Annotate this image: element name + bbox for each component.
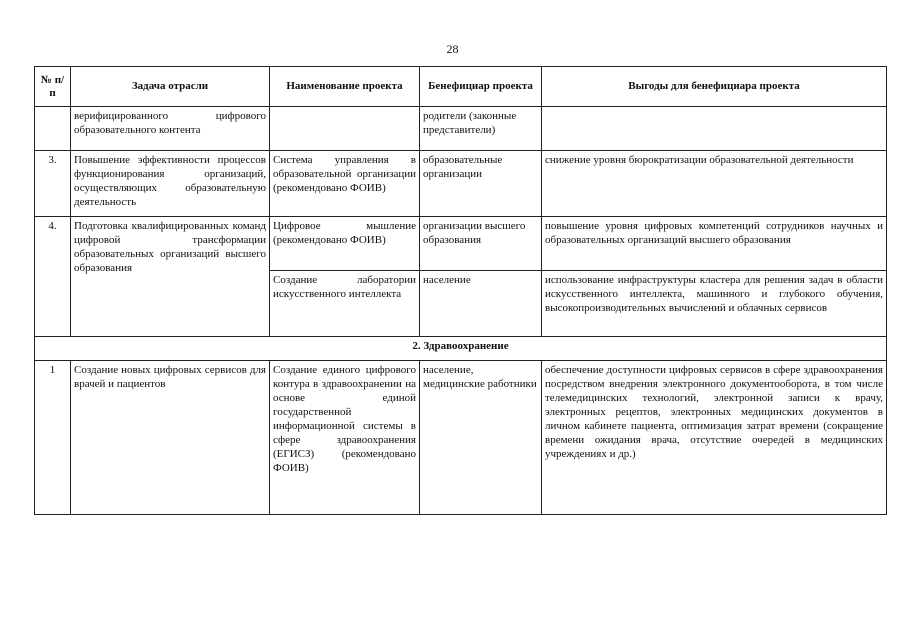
beneficiary-cell: организации высшего образования <box>420 217 542 271</box>
benefits-cell <box>542 107 887 151</box>
project-cell <box>270 107 420 151</box>
header-benefits: Выгоды для бенефициара проекта <box>542 67 887 107</box>
task-cell: Создание новых цифровых сервисов для врачей и пациентов <box>71 361 270 515</box>
benefits-cell: использование инфраструктуры кластера для решения задач в области искусственного интеллекта, машинного и глубокого обучения, высокопроизводительных вычислений и облачных сервисов <box>542 271 887 337</box>
row-num: 4. <box>35 217 71 337</box>
project-cell: Создание лаборатории искусственного интеллекта <box>270 271 420 337</box>
benefits-cell: повышение уровня цифровых компетенций сотрудников научных и образовательных организаций высшего образования <box>542 217 887 271</box>
project-cell: Создание единого цифрового контура в здравоохранении на основе единой государственной информационной системы в сфере здравоохранения (ЕГИСЗ) (рекомендовано ФОИВ) <box>270 361 420 515</box>
row-num <box>35 107 71 151</box>
table-row <box>35 217 887 271</box>
table-header-row <box>35 67 887 107</box>
task-cell: Повышение эффективности процессов функционирования организаций, осуществляющих образовательную деятельность <box>71 151 270 217</box>
task-cell: верифицированного цифрового образовательного контента <box>71 107 270 151</box>
project-cell: Цифровое мышление (рекомендовано ФОИВ) <box>270 217 420 271</box>
header-project: Наименование проекта <box>270 67 420 107</box>
row-num: 3. <box>35 151 71 217</box>
section-heading: 2. Здравоохранение <box>35 337 887 361</box>
row-num: 1 <box>35 361 71 515</box>
page-number: 28 <box>446 42 459 56</box>
beneficiary-cell: население <box>420 271 542 337</box>
beneficiary-cell: образовательные организации <box>420 151 542 217</box>
benefits-cell: обеспечение доступности цифровых сервисов в сфере здравоохранения посредством внедрения электронного документооборота, в том числе телемедицинских технологий, электронной записи к врачу, электронных рецептов, электронных медицинских документов в личном кабинете пациента, оптимизация затрат времени (сокращение времени ожидания врача, отсутствие очередей в медицинских учреждениях и др.) <box>542 361 887 515</box>
section-row <box>35 337 887 361</box>
table-row <box>35 107 887 151</box>
header-task: Задача отрасли <box>71 67 270 107</box>
task-cell: Подготовка квалифицированных команд цифровой трансформации образовательных организаций высшего образования <box>71 217 270 337</box>
header-num: № п/п <box>35 67 71 107</box>
header-beneficiary: Бенефициар проекта <box>420 67 542 107</box>
beneficiary-cell: население, медицинские работники <box>420 361 542 515</box>
beneficiary-cell: родители (законные представители) <box>420 107 542 151</box>
projects-table <box>34 66 887 515</box>
project-cell: Система управления в образовательной организации (рекомендовано ФОИВ) <box>270 151 420 217</box>
table-row <box>35 361 887 515</box>
benefits-cell: снижение уровня бюрократизации образовательной деятельности <box>542 151 887 217</box>
table-row <box>35 151 887 217</box>
